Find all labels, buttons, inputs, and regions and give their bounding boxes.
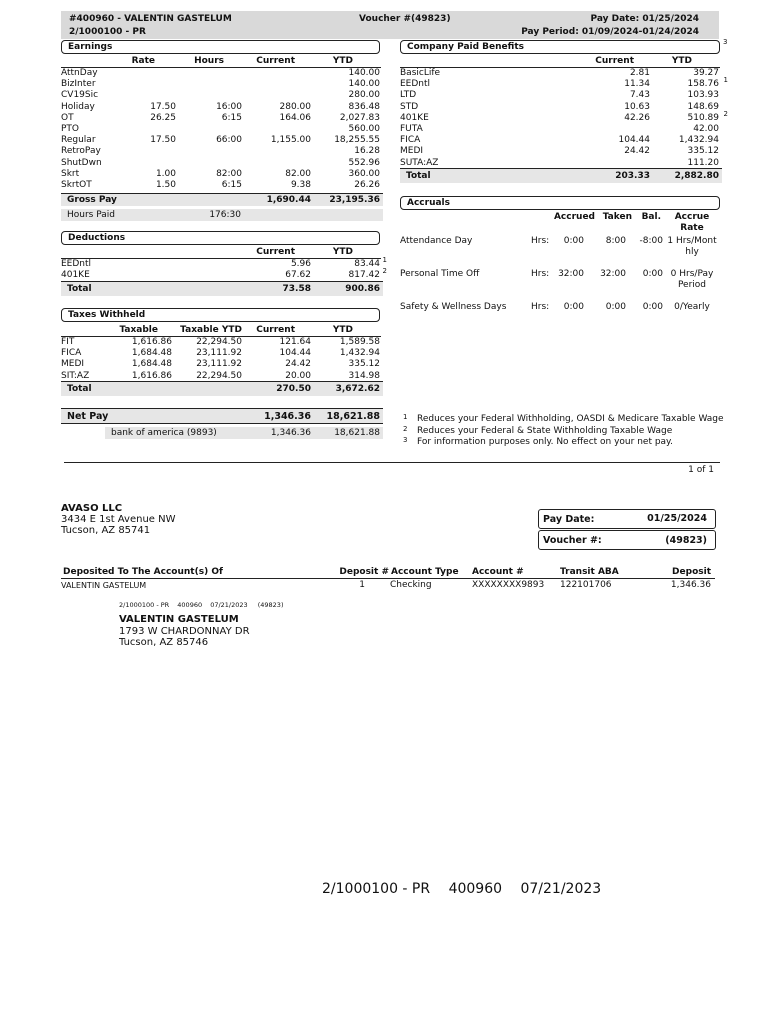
accrual-unit: Hrs: xyxy=(531,269,550,279)
col-rate: Rate xyxy=(680,223,704,233)
deductions-total-ytd: 900.86 xyxy=(345,284,380,294)
deduction-row xyxy=(61,267,387,281)
mailing-address xyxy=(119,614,250,649)
bank-current: 1,346.36 xyxy=(270,428,311,438)
bank-name: bank of america (9893) xyxy=(111,428,217,438)
benefit-row xyxy=(400,90,722,101)
earnings-row xyxy=(61,146,383,157)
deduction-name: EEDntl xyxy=(61,259,92,269)
benefit-ytd: 42.00 xyxy=(693,124,719,134)
company-name: AVASO LLC xyxy=(61,503,123,514)
mailing-name: VALENTIN GASTELUM xyxy=(119,614,239,625)
benefit-name: MEDI xyxy=(400,146,424,157)
earning-current: 280.00 xyxy=(279,101,311,112)
tax-current: 121.64 xyxy=(279,337,311,347)
bank-ytd: 18,621.88 xyxy=(334,428,380,438)
earning-current: 82.00 xyxy=(285,168,311,179)
gross-pay-label: Gross Pay xyxy=(67,195,117,205)
deduction-footnote-ref: 1 xyxy=(382,256,387,264)
earning-name: SkrtOT xyxy=(61,180,92,190)
earning-current: 164.06 xyxy=(279,112,311,123)
footnote xyxy=(403,426,723,437)
benefit-row xyxy=(400,68,722,79)
stub-header xyxy=(61,11,719,39)
col-deposit: Deposit xyxy=(672,567,711,577)
benefits-section-title: Company Paid Benefits xyxy=(400,40,720,54)
benefit-current: 10.63 xyxy=(624,101,650,112)
company-address-line2: Tucson, AZ 85741 xyxy=(61,525,151,536)
col-ytd: YTD xyxy=(332,56,353,66)
earning-name: AttnDay xyxy=(61,68,98,78)
col-transit-aba: Transit ABA xyxy=(560,567,619,577)
earning-rate: 1.50 xyxy=(155,180,176,190)
deductions-total-label: Total xyxy=(67,284,92,294)
deduction-current: 5.96 xyxy=(290,259,311,269)
mailing-address-line2: Tucson, AZ 85746 xyxy=(119,637,209,648)
bottom-reference xyxy=(322,881,601,897)
earnings-row xyxy=(61,180,383,191)
accrual-rate-cont: hly xyxy=(685,247,699,257)
earning-ytd: 552.96 xyxy=(348,157,380,168)
accrual-row-cont xyxy=(400,313,722,324)
accrual-taken: 32:00 xyxy=(600,269,626,279)
earning-ytd: 280.00 xyxy=(348,90,380,101)
accrual-name: Attendance Day xyxy=(400,236,473,246)
benefit-row xyxy=(400,76,728,90)
mailing-ref-date: 07/21/2023 xyxy=(210,601,248,609)
net-pay-block xyxy=(61,408,383,440)
taxes-table xyxy=(61,325,383,399)
stub-voucher-value: (49823) xyxy=(665,535,707,546)
accrual-balance: 0:00 xyxy=(642,269,663,279)
benefit-name: STD xyxy=(400,101,419,112)
col-bal: Bal. xyxy=(641,212,661,222)
stub-divider xyxy=(64,462,720,463)
benefits-total-row xyxy=(400,168,722,183)
earning-ytd: 360.00 xyxy=(348,168,380,179)
earnings-row xyxy=(61,79,383,90)
col-rate: Rate xyxy=(131,56,155,66)
earning-name: PTO xyxy=(61,124,80,134)
col-ytd: YTD xyxy=(332,247,353,257)
mailing-address-line1: 1793 W CHARDONNAY DR xyxy=(119,625,250,637)
earning-hours: 82:00 xyxy=(216,168,242,179)
stub-pay-date-box xyxy=(538,509,716,529)
earning-name: Holiday xyxy=(61,101,95,112)
tax-taxable: 1,684.48 xyxy=(131,359,172,370)
accrual-taken: 0:00 xyxy=(605,302,626,312)
benefit-ytd: 335.12 xyxy=(687,146,719,157)
deposit-header-row xyxy=(61,567,715,578)
earning-name: CV19Sic xyxy=(61,90,99,101)
tax-ytd: 314.98 xyxy=(348,370,380,381)
earning-hours: 66:00 xyxy=(216,135,242,146)
earning-name: Regular xyxy=(61,135,96,146)
accrual-row xyxy=(400,236,722,247)
benefit-ytd: 158.76 xyxy=(687,79,719,90)
earning-name: OT xyxy=(61,112,74,123)
benefit-current: 42.26 xyxy=(624,112,650,123)
tax-taxable-ytd: 23,111.92 xyxy=(196,359,242,370)
benefit-current: 104.44 xyxy=(618,135,650,146)
benefits-total-ytd: 2,882.80 xyxy=(674,171,719,181)
earnings-row xyxy=(61,169,383,180)
earning-ytd: 2,027.83 xyxy=(339,112,380,123)
accruals-header-row xyxy=(400,212,722,223)
benefit-ytd: 103.93 xyxy=(687,90,719,101)
taxes-total-row xyxy=(61,381,383,396)
footnote-text: Reduces your Federal & State Withholding Taxable Wage xyxy=(417,425,673,436)
tax-row xyxy=(61,337,383,348)
benefit-current: 11.34 xyxy=(624,79,650,90)
stub-pay-date-label: Pay Date: xyxy=(543,514,595,525)
bank-row xyxy=(105,427,383,439)
tax-name: MEDI xyxy=(61,359,85,370)
benefit-current: 24.42 xyxy=(624,146,650,157)
earnings-row xyxy=(61,68,383,79)
stub-pay-date-value: 01/25/2024 xyxy=(647,513,707,524)
net-pay-label: Net Pay xyxy=(67,411,109,422)
tax-taxable-ytd: 23,111.92 xyxy=(196,348,242,359)
earnings-row xyxy=(61,124,383,135)
benefits-total-label: Total xyxy=(406,171,431,181)
benefit-current: 2.81 xyxy=(629,68,650,78)
mailing-ref-emp: 400960 xyxy=(177,601,203,609)
tax-row xyxy=(61,359,383,370)
earning-current: 1,155.00 xyxy=(270,135,311,146)
footnotes xyxy=(403,414,723,450)
net-pay-current: 1,346.36 xyxy=(264,411,311,422)
earnings-section-title: Earnings xyxy=(61,40,380,54)
benefit-name: FICA xyxy=(400,135,421,146)
deductions-table xyxy=(61,247,387,299)
accrual-row-cont xyxy=(400,247,722,258)
earning-current: 9.38 xyxy=(290,180,311,190)
accrual-row xyxy=(400,269,722,280)
earning-rate: 1.00 xyxy=(155,168,176,179)
stub-voucher-box xyxy=(538,530,716,550)
col-current: Current xyxy=(595,56,634,66)
benefits-table xyxy=(400,56,728,186)
accruals-table xyxy=(400,212,722,317)
benefit-name: 401KE xyxy=(400,112,429,123)
tax-row xyxy=(61,348,383,359)
earning-rate: 17.50 xyxy=(150,101,176,112)
accruals-header-row-2 xyxy=(400,223,722,234)
col-account-num: Account # xyxy=(472,567,524,577)
department-code: 2/1000100 - PR xyxy=(69,27,146,37)
benefit-row xyxy=(400,109,728,124)
benefit-row xyxy=(400,124,722,135)
benefit-footnote-ref: 1 xyxy=(723,76,728,85)
benefit-current: 7.43 xyxy=(629,90,650,101)
accrual-rate-cont: Period xyxy=(677,280,707,290)
benefits-header-row xyxy=(400,56,722,67)
col-taxable: Taxable xyxy=(119,325,158,335)
deduction-name: 401KE xyxy=(61,270,90,280)
bottom-ref-dept: 2/1000100 - PR xyxy=(322,881,431,897)
footnote-number: 1 xyxy=(403,413,408,421)
accrual-name: Safety & Wellness Days xyxy=(400,302,507,312)
earning-name: RetroPay xyxy=(61,146,101,157)
accrual-name: Personal Time Off xyxy=(400,269,480,279)
earning-ytd: 140.00 xyxy=(348,68,380,78)
benefit-footnote-ref: 2 xyxy=(723,109,728,118)
accrual-accrued: 0:00 xyxy=(563,236,584,246)
hours-paid-row xyxy=(61,209,383,221)
taxes-section-title: Taxes Withheld xyxy=(61,308,380,322)
benefit-name: BasicLife xyxy=(400,68,441,78)
taxes-total-ytd: 3,672.62 xyxy=(335,384,380,394)
mailing-ref-line xyxy=(119,601,283,609)
earning-name: Skrt xyxy=(61,168,80,179)
mailing-ref-voucher: (49823) xyxy=(257,601,284,609)
deposit-amount: 1,346.36 xyxy=(670,580,711,590)
earning-hours: 16:00 xyxy=(216,101,242,112)
earning-ytd: 16.28 xyxy=(354,146,380,157)
tax-taxable: 1,616.86 xyxy=(131,370,172,381)
tax-current: 24.42 xyxy=(285,359,311,370)
pay-date: Pay Date: 01/25/2024 xyxy=(590,14,699,24)
accrual-balance: -8:00 xyxy=(639,236,663,246)
hours-paid-value: 176:30 xyxy=(209,210,241,220)
col-ytd: YTD xyxy=(332,325,353,335)
col-current: Current xyxy=(256,247,295,257)
benefit-name: SUTA:AZ xyxy=(400,157,439,168)
footnote xyxy=(403,437,723,448)
company-block xyxy=(61,503,176,536)
accrual-unit: Hrs: xyxy=(531,302,550,312)
tax-name: SIT:AZ xyxy=(61,370,90,381)
col-current: Current xyxy=(256,56,295,66)
col-taken: Taken xyxy=(602,212,632,222)
col-hours: Hours xyxy=(194,56,224,66)
tax-name: FICA xyxy=(61,348,82,359)
accrual-balance: 0:00 xyxy=(642,302,663,312)
benefit-ytd: 510.89 xyxy=(687,112,719,123)
benefit-ytd: 1,432.94 xyxy=(678,135,719,146)
taxes-header-row xyxy=(61,325,383,336)
benefit-row xyxy=(400,102,722,113)
tax-ytd: 335.12 xyxy=(348,359,380,370)
col-ytd: YTD xyxy=(671,56,692,66)
gross-pay-ytd: 23,195.36 xyxy=(329,195,380,205)
bottom-ref-date: 07/21/2023 xyxy=(520,881,602,897)
bottom-ref-emp: 400960 xyxy=(448,881,503,897)
tax-ytd: 1,589.58 xyxy=(339,337,380,347)
benefits-total-current: 203.33 xyxy=(615,171,650,181)
earnings-row xyxy=(61,90,383,101)
earning-rate: 26.25 xyxy=(150,112,176,123)
benefit-name: FUTA xyxy=(400,124,423,134)
footnote xyxy=(403,414,723,425)
net-pay-ytd: 18,621.88 xyxy=(326,411,380,422)
earning-ytd: 140.00 xyxy=(348,79,380,90)
earnings-row xyxy=(61,158,383,169)
accrual-accrued: 32:00 xyxy=(558,269,584,279)
benefit-row xyxy=(400,158,722,169)
col-deposit-num: Deposit # xyxy=(339,567,389,577)
footnote-number: 3 xyxy=(403,436,408,444)
benefit-ytd: 111.20 xyxy=(687,157,719,168)
deductions-section-title: Deductions xyxy=(61,231,380,245)
footnote-text: For information purposes only. No effect on your net pay. xyxy=(417,437,673,447)
benefit-row xyxy=(400,146,722,157)
benefit-ytd: 39.27 xyxy=(693,68,719,78)
accrual-rate: 0 Hrs/Pay xyxy=(670,269,714,279)
earning-ytd: 26.26 xyxy=(354,180,380,190)
col-accrue: Accrue xyxy=(674,212,710,222)
benefit-name: EEDntl xyxy=(400,79,431,90)
deposit-account-num: XXXXXXXX9893 xyxy=(472,580,545,590)
accrual-row-cont xyxy=(400,280,722,291)
earnings-row xyxy=(61,113,383,124)
tax-row xyxy=(61,371,383,382)
deduction-ytd: 817.42 xyxy=(348,270,380,280)
benefit-ytd: 148.69 xyxy=(687,101,719,112)
earning-rate: 17.50 xyxy=(150,135,176,146)
gross-pay-row xyxy=(61,193,383,206)
tax-taxable: 1,684.48 xyxy=(131,348,172,359)
taxes-total-current: 270.50 xyxy=(276,384,311,394)
deductions-header-row xyxy=(61,247,383,258)
earnings-table xyxy=(61,56,383,220)
accrual-accrued: 0:00 xyxy=(563,302,584,312)
deduction-current: 67.62 xyxy=(285,270,311,280)
deductions-total-current: 73.58 xyxy=(282,284,311,294)
tax-taxable-ytd: 22,294.50 xyxy=(196,370,242,381)
earning-name: ShutDwn xyxy=(61,157,102,168)
col-accrued: Accrued xyxy=(553,212,595,222)
deductions-total-row xyxy=(61,281,383,296)
earning-ytd: 18,255.55 xyxy=(334,135,380,146)
employee-id-name: #400960 - VALENTIN GASTELUM xyxy=(69,14,232,24)
deposit-title: Deposited To The Account(s) Of xyxy=(63,567,223,577)
earning-ytd: 560.00 xyxy=(348,124,380,134)
company-address-line1: 3434 E 1st Avenue NW xyxy=(61,514,176,525)
hours-paid-label: Hours Paid xyxy=(67,210,115,220)
benefit-row xyxy=(400,135,722,146)
benefit-name: LTD xyxy=(400,90,417,101)
stub-voucher-label: Voucher #: xyxy=(543,535,602,546)
col-account-type: Account Type xyxy=(391,567,459,577)
voucher-number: Voucher #(49823) xyxy=(359,14,451,24)
tax-taxable-ytd: 22,294.50 xyxy=(196,337,242,347)
accrual-row xyxy=(400,302,722,313)
benefits-footnote-ref: 3 xyxy=(723,38,728,46)
earnings-row xyxy=(61,102,383,113)
accrual-taken: 8:00 xyxy=(605,236,626,246)
footnote-number: 2 xyxy=(403,424,408,433)
deposit-row xyxy=(61,580,715,591)
deduction-row xyxy=(61,256,387,270)
gross-pay-current: 1,690.44 xyxy=(266,195,311,205)
page-indicator: 1 of 1 xyxy=(688,465,714,475)
accrual-rate: 1 Hrs/Mont xyxy=(667,236,717,246)
accruals-section-title: Accruals xyxy=(400,196,720,210)
net-pay-row xyxy=(61,408,383,424)
earning-name: BizInter xyxy=(61,79,96,90)
earning-hours: 6:15 xyxy=(221,112,242,123)
earnings-row xyxy=(61,135,383,146)
pay-period: Pay Period: 01/09/2024-01/24/2024 xyxy=(521,27,699,37)
deduction-ytd: 83.44 xyxy=(354,259,380,269)
col-current: Current xyxy=(256,325,295,335)
deposit-name: VALENTIN GASTELUM xyxy=(61,581,147,590)
deposit-transit-aba: 122101706 xyxy=(560,580,612,590)
accrual-unit: Hrs: xyxy=(531,236,550,246)
tax-name: FIT xyxy=(61,337,75,347)
taxes-total-label: Total xyxy=(67,384,92,394)
tax-ytd: 1,432.94 xyxy=(339,348,380,359)
deposit-account-type: Checking xyxy=(390,580,432,590)
accrual-rate: 0/Yearly xyxy=(674,302,710,312)
mailing-ref-dept: 2/1000100 - PR xyxy=(119,601,170,609)
earning-ytd: 836.48 xyxy=(348,101,380,112)
tax-current: 20.00 xyxy=(285,370,311,381)
deposit-number: 1 xyxy=(359,580,365,590)
deduction-footnote-ref: 2 xyxy=(382,267,387,275)
earning-hours: 6:15 xyxy=(221,180,242,190)
footnote-text: Reduces your Federal Withholding, OASDI & Medicare Taxable Wage xyxy=(417,414,724,424)
tax-taxable: 1,616.86 xyxy=(131,337,172,347)
earnings-header-row xyxy=(61,56,383,67)
deposit-table xyxy=(61,567,715,595)
col-taxable-ytd: Taxable YTD xyxy=(180,325,242,335)
tax-current: 104.44 xyxy=(279,348,311,359)
